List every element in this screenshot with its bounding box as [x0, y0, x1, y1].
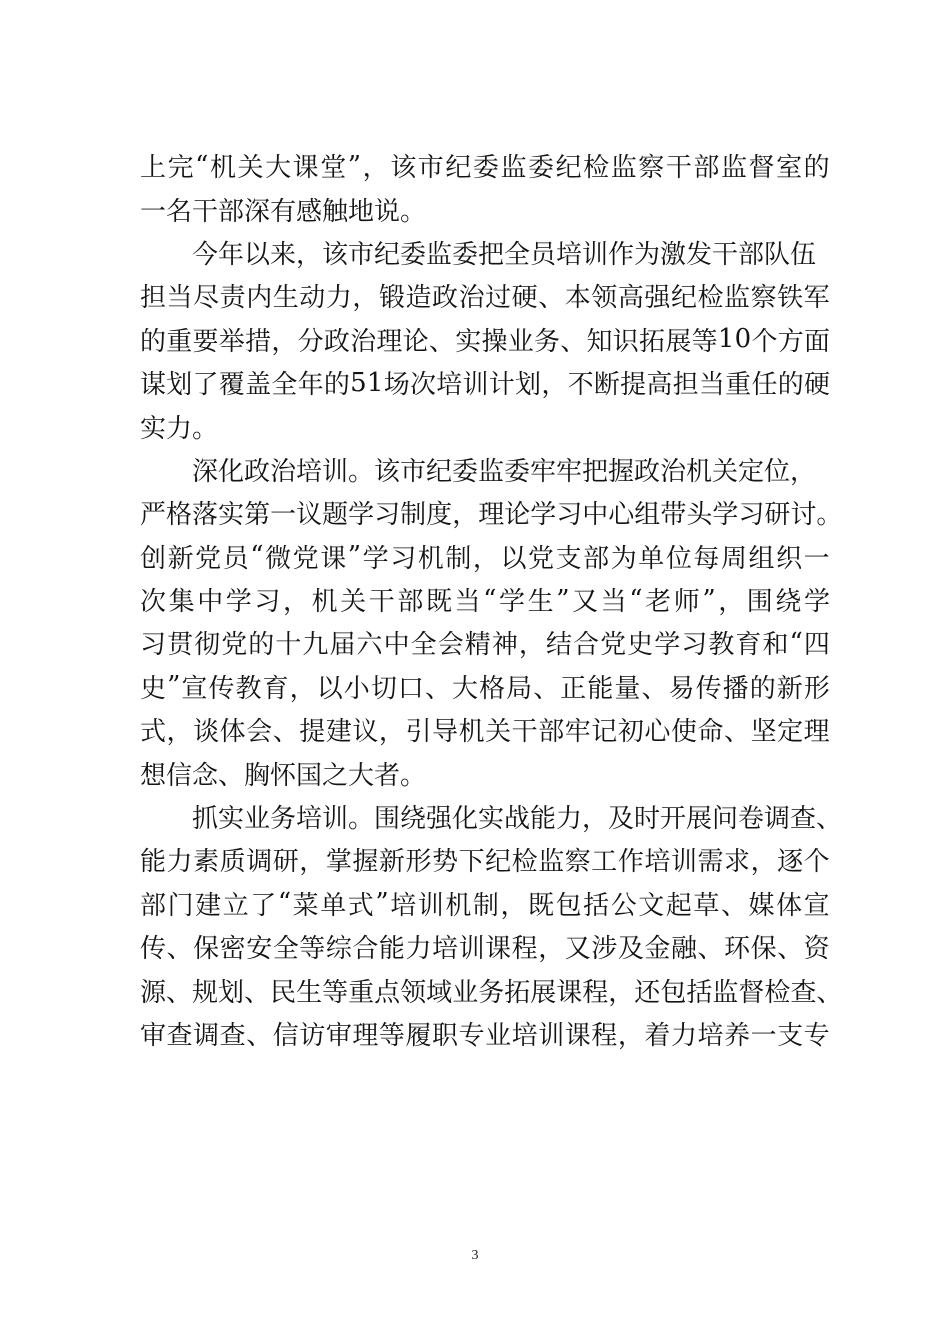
text-line: 史 ” 宣 传 教 育 ， 以 小 切 口 、 大 格 局 、 正 能 量 、 易 传 播 的 新 形 — [140, 671, 830, 704]
text-line: 的 重 要 举 措 ， 分 政 治 理 论 、 实 操 业 务 、 知 识 拓 展 等 1 0 个 方 面 — [140, 324, 830, 357]
text-line: 式 ， 谈 体 会 、 提 建 议 ， 引 导 机 关 干 部 牢 记 初 心 使 命 、 坚 定 理 — [140, 717, 830, 748]
text-line: 次 集 中 学 习 ， 机 关 干 部 既 当 “ 学 生 ” 又 当 “ 老 师 ” ， 围 绕 学 — [140, 584, 830, 618]
text-line: 源 、 规 划 、 民 生 等 重 点 领 域 业 务 拓 展 课 程 ， 还 包 括 监 督 检 查 、 — [140, 977, 843, 1008]
text-line: 习 贯 彻 党 的 十 九 届 六 中 全 会 精 神 ， 结 合 党 史 学 习 教 育 和 “ 四 — [140, 627, 830, 661]
text-line: 传 、 保 密 安 全 等 综 合 能 力 培 训 课 程 ， 又 涉 及 金 融 、 环 保 、 资 — [140, 934, 830, 965]
text-line: 创 新 党 员 “ 微 党 课 ” 学 习 机 制 ， 以 党 支 部 为 单 位 每 周 组 织 一 — [140, 541, 830, 574]
text-line: 想信念、胸怀国之大者。 — [140, 760, 427, 791]
paragraph-start-line: 抓实业务培训。围绕强化实战能力，及时开展问卷调查、 — [192, 804, 843, 835]
text-line: 上 完 “ 机 关 大 课 堂 ” ， 该 市 纪 委 监 委 纪 检 监 察 干 部 监 督 室 的 — [140, 150, 830, 184]
text-line: 部 门 建 立 了 “ 菜 单 式 ” 培 训 机 制 ， 既 包 括 公 文 起 草 、 媒 体 宣 — [140, 888, 830, 921]
text-line: 担 当 尽 责 内 生 动 力 ， 锻 造 政 治 过 硬 、 本 领 高 强 纪 检 监 察 铁 军 — [140, 283, 830, 314]
text-line: 一名干部深有感触地说。 — [140, 196, 427, 227]
paragraph-start-line: 深化政治培训。该市纪委监委牢牢把握政治机关定位， — [192, 456, 817, 487]
text-line: 实力。 — [140, 413, 219, 444]
page-number: 3 — [471, 1248, 479, 1263]
text-line: 严 格 落 实 第 一 议 题 学 习 制 度 ， 理 论 学 习 中 心 组 带 头 学 习 研 讨 。 — [140, 500, 843, 531]
body-text — [140, 144, 843, 1055]
paragraph-start-line: 今年以来，该市纪委监委把全员培训作为激发干部队伍 — [192, 239, 817, 270]
text-line: 审 查 调 查 、 信 访 审 理 等 履 职 专 业 培 训 课 程 ， 着 力 培 养 一 支 专 — [140, 1021, 830, 1051]
text-line: 能 力 素 质 调 研 ， 掌 握 新 形 势 下 纪 检 监 察 工 作 培 训 需 求 ， 逐 个 — [140, 847, 830, 878]
text-line: 谋 划 了 覆 盖 全 年 的 5 1 场 次 培 训 计 划 ， 不 断 提 高 担 当 重 任 的 硬 — [140, 367, 830, 401]
